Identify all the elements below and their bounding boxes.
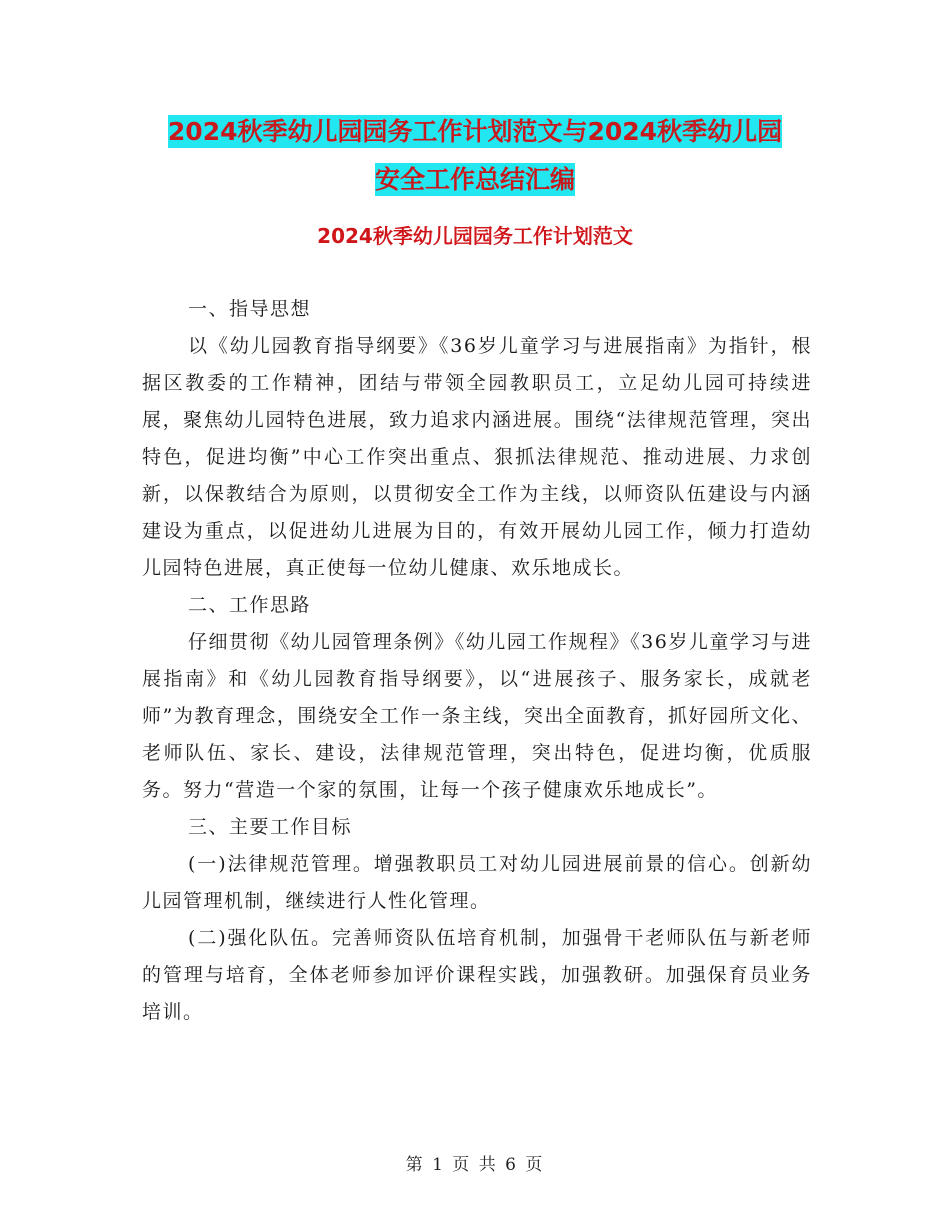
document-title [0, 108, 950, 204]
title-line-2: 安全工作总结汇编 [374, 165, 575, 194]
heading-main-goals: 三、主要工作目标 [188, 816, 353, 838]
heading-guiding-ideology: 一、指导思想 [188, 298, 312, 320]
page-number: 第 1 页 共 6 页 [405, 1155, 545, 1175]
heading-work-approach: 二、工作思路 [188, 594, 312, 616]
document-body [142, 291, 812, 1031]
title-line-1: 2024秋季幼儿园园务工作计划范文与2024秋季幼儿园 [167, 117, 783, 146]
section-title: 2024秋季幼儿园园务工作计划范文 [317, 224, 633, 248]
paragraph-guiding-ideology: 以《幼儿园教育指导纲要》《36岁儿童学习与进展指南》为指针，根据区教委的工作精神，团结与带领全园教职员工，立足幼儿园可持续进展，聚焦幼儿园特色进展，致力追求内涵进展。围绕“法律规范管理，突出特色，促进均衡”中心工作突出重点、狠抓法律规范、推动进展、力求创新，以保教结合为原则，以贯彻安全工作为主线，以师资队伍建设与内涵建设为重点，以促进幼儿进展为目的，有效开展幼儿园工作，倾力打造幼儿园特色进展，真正使每一位幼儿健康、欢乐地成长。 [142, 335, 812, 579]
paragraph-goal-2: (二)强化队伍。完善师资队伍培育机制，加强骨干老师队伍与新老师的管理与培育，全体老师参加评价课程实践，加强教研。加强保育员业务培训。 [142, 927, 812, 1023]
paragraph-work-approach: 仔细贯彻《幼儿园管理条例》《幼儿园工作规程》《36岁儿童学习与进展指南》和《幼儿园教育指导纲要》，以“进展孩子、服务家长，成就老师”为教育理念，围绕安全工作一条主线，突出全面教育，抓好园所文化、老师队伍、家长、建设，法律规范管理，突出特色，促进均衡，优质服务。努力“营造一个家的氛围，让每一个孩子健康欢乐地成长”。 [142, 631, 812, 801]
paragraph-goal-1: (一)法律规范管理。增强教职员工对幼儿园进展前景的信心。创新幼儿园管理机制，继续进行人性化管理。 [142, 853, 812, 912]
